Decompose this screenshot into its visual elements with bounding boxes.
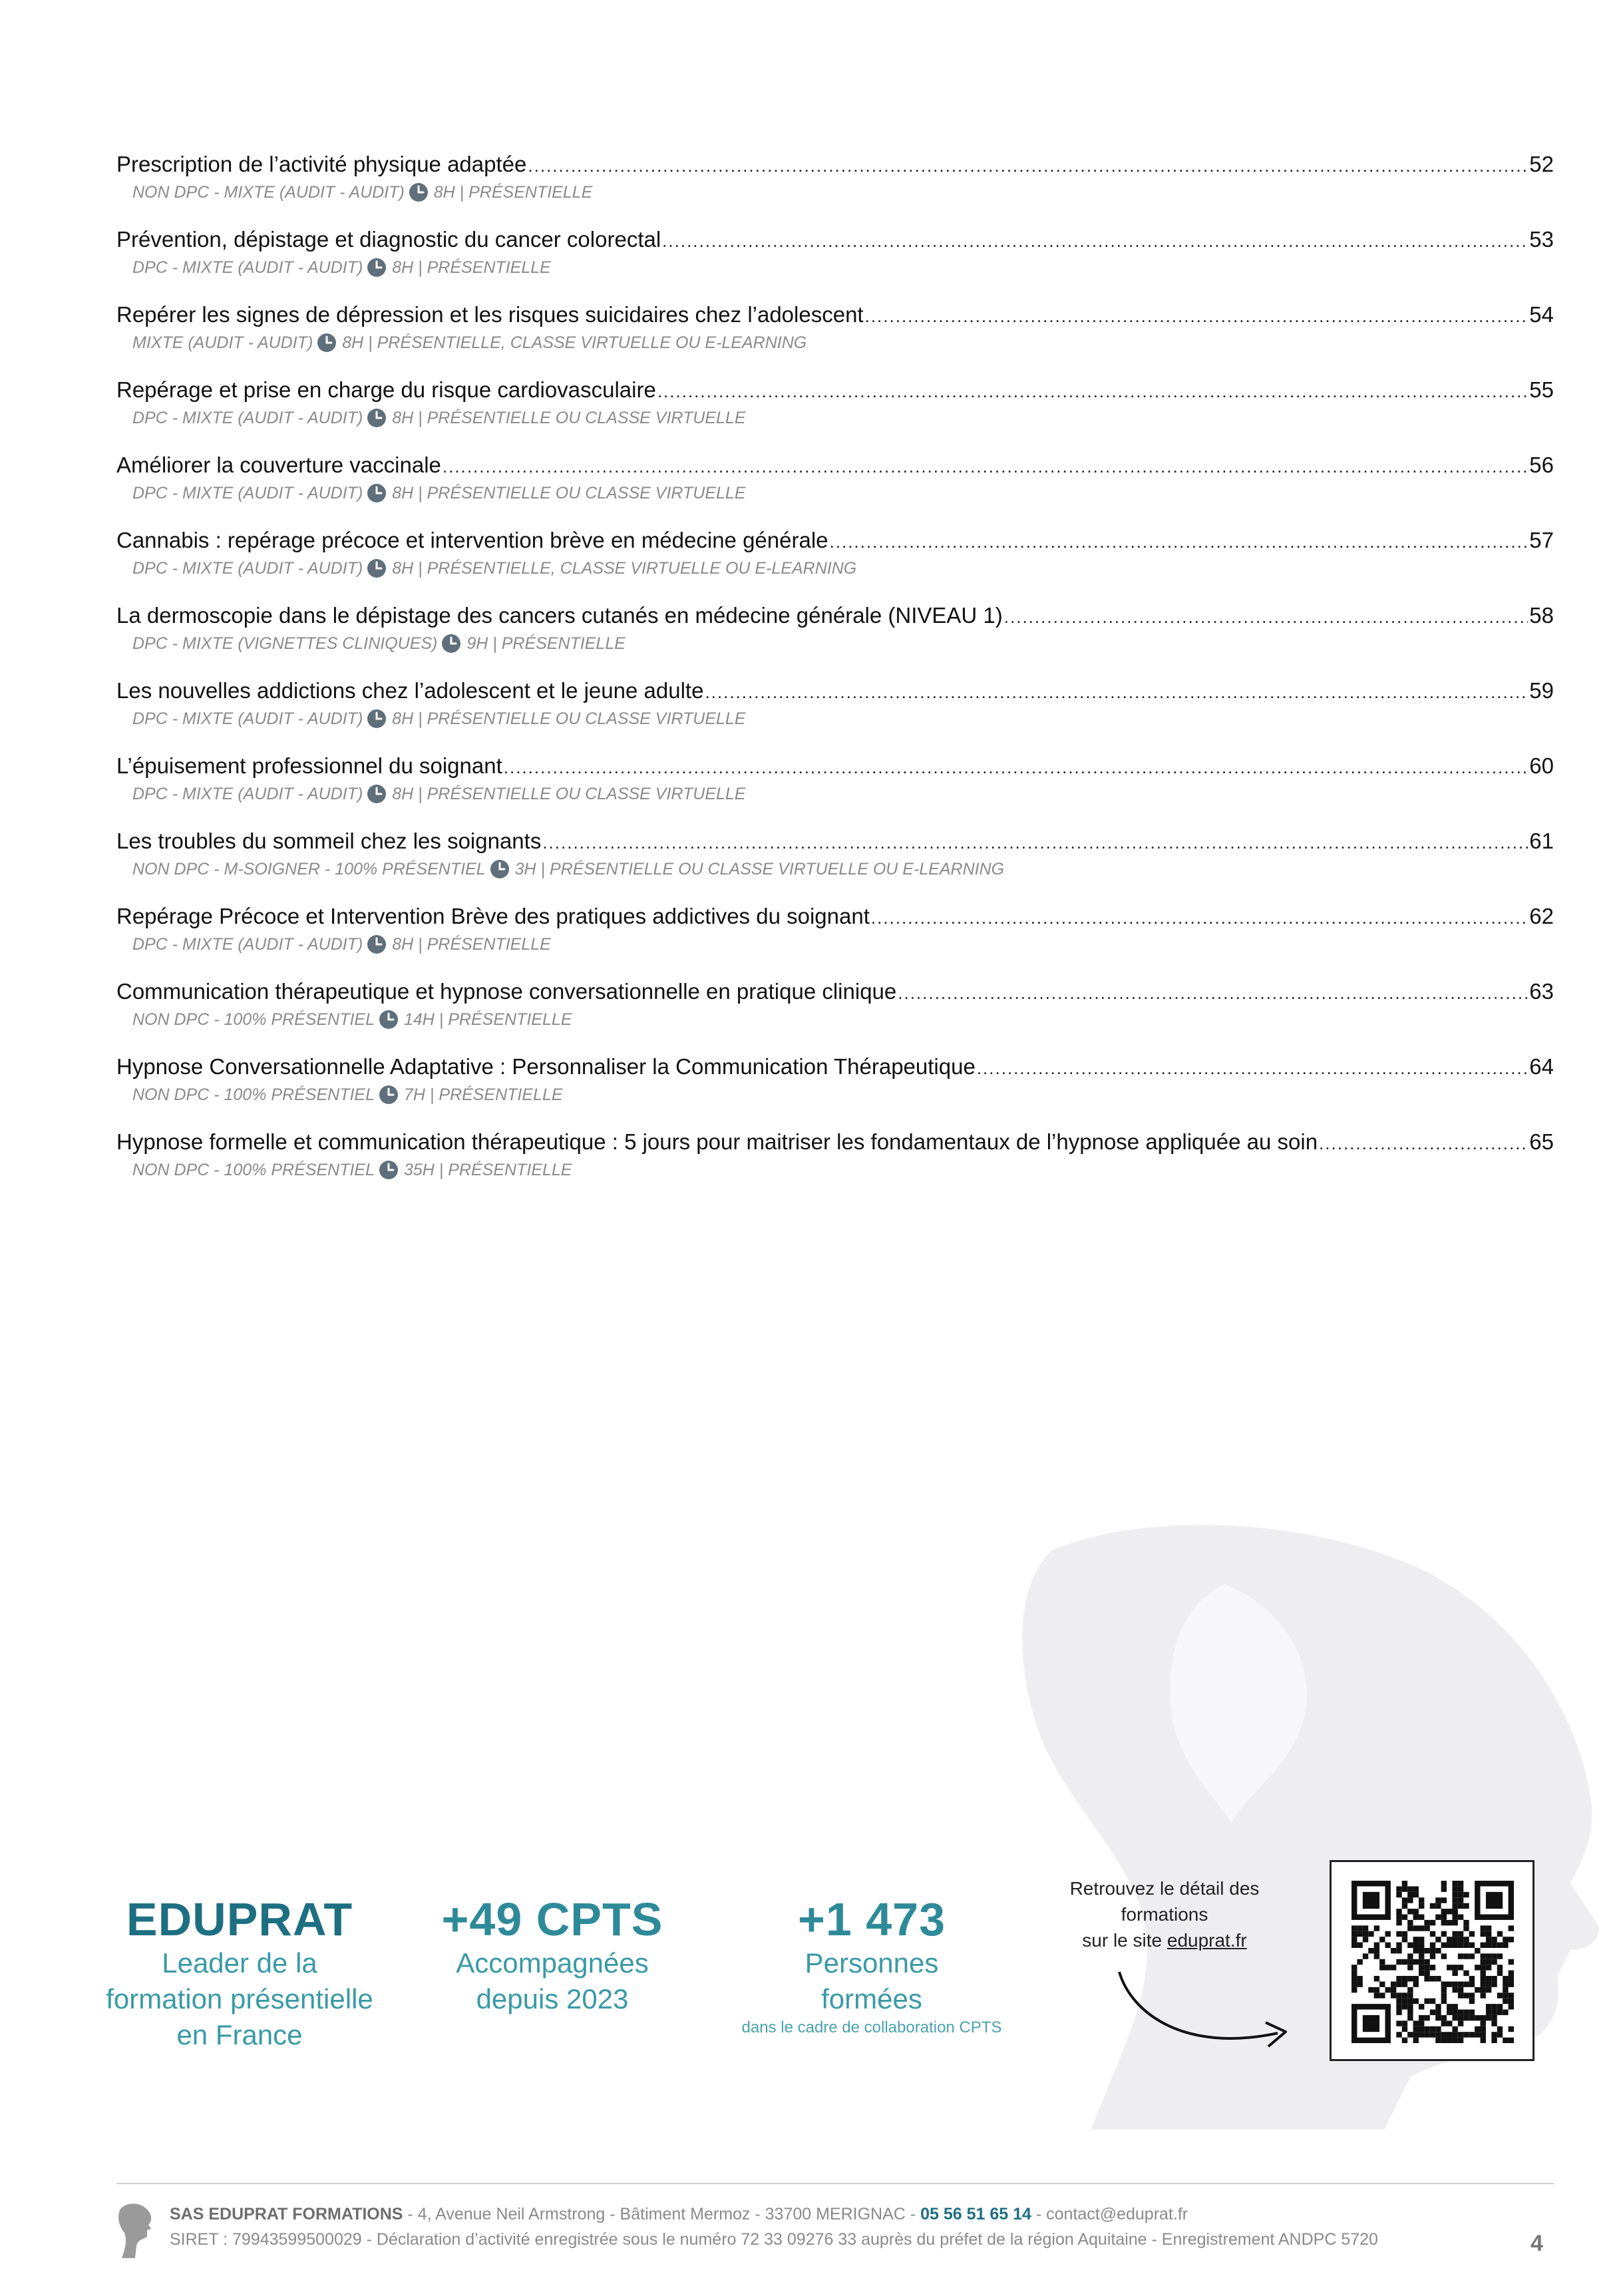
- toc-title[interactable]: Cannabis : repérage précoce et intervention brève en médecine générale: [116, 528, 828, 552]
- clock-icon: [441, 634, 461, 654]
- toc-page-number: 56: [1529, 453, 1554, 477]
- clock-icon: [367, 709, 387, 729]
- toc-title[interactable]: Hypnose formelle et communication thérapeutique : 5 jours pour maitriser les fondamentaux de l’hypnose appliquée au soin: [116, 1129, 1318, 1154]
- stat-cpts-value: +49 CPTS: [441, 1893, 663, 1945]
- toc-leader-dots: [657, 377, 1528, 406]
- toc-meta: [116, 556, 1554, 580]
- toc-title-line: [116, 827, 1554, 857]
- clock-icon: [367, 408, 387, 428]
- toc-entry[interactable]: [116, 601, 1554, 676]
- toc-title-line: [116, 601, 1554, 632]
- toc-meta-duration: 14H | PRÉSENTIELLE: [404, 1010, 572, 1029]
- table-of-contents: [116, 150, 1554, 1203]
- toc-meta-type: DPC - MIXTE (AUDIT - AUDIT): [132, 409, 363, 427]
- toc-title-line: [116, 751, 1554, 782]
- toc-entry[interactable]: [116, 676, 1554, 751]
- toc-meta-duration: 8H | PRÉSENTIELLE, CLASSE VIRTUELLE OU E-LEARNING: [342, 333, 807, 352]
- toc-entry[interactable]: [116, 1127, 1554, 1203]
- toc-page-number: 60: [1529, 753, 1554, 778]
- toc-title[interactable]: La dermoscopie dans le dépistage des cancers cutanés en médecine générale (NIVEAU 1): [116, 603, 1003, 628]
- toc-leader-dots: [443, 452, 1528, 481]
- toc-page-number: 53: [1529, 227, 1554, 252]
- toc-title-line: [116, 451, 1554, 481]
- clock-icon: [367, 558, 387, 578]
- footer-line1: [170, 2201, 1378, 2227]
- toc-meta-type: DPC - MIXTE (AUDIT - AUDIT): [132, 709, 363, 728]
- toc-leader-dots: [977, 1053, 1528, 1083]
- toc-leader-dots: [705, 677, 1528, 707]
- qr-caption-line2: formations: [1121, 1904, 1208, 1925]
- toc-meta-type: NON DPC - 100% PRÉSENTIEL: [132, 1085, 375, 1104]
- toc-meta-duration: 8H | PRÉSENTIELLE OU CLASSE VIRTUELLE: [392, 484, 746, 502]
- toc-page-number: 57: [1529, 528, 1554, 552]
- qr-caption-prefix: sur le site: [1082, 1930, 1167, 1951]
- clock-icon: [409, 182, 429, 202]
- qr-caption-line3: [1038, 1927, 1291, 1953]
- stat-people-line2: formées: [821, 1983, 922, 2014]
- toc-meta-type: DPC - MIXTE (AUDIT - AUDIT): [132, 935, 363, 954]
- toc-meta-duration: 8H | PRÉSENTIELLE, CLASSE VIRTUELLE OU E-LEARNING: [392, 559, 857, 578]
- toc-page-number: 64: [1529, 1054, 1554, 1079]
- toc-title[interactable]: Les nouvelles addictions chez l’adolescent et le jeune adulte: [116, 678, 704, 703]
- toc-meta-type: DPC - MIXTE (AUDIT - AUDIT): [132, 258, 363, 277]
- toc-leader-dots: [871, 903, 1528, 932]
- toc-meta: [116, 782, 1554, 806]
- toc-leader-dots: [898, 978, 1528, 1008]
- toc-title-line: [116, 375, 1554, 406]
- stat-people-value: +1 473: [797, 1893, 946, 1945]
- profile-logo-icon: [116, 2200, 154, 2259]
- clock-icon: [379, 1160, 399, 1180]
- toc-meta-duration: 8H | PRÉSENTIELLE OU CLASSE VIRTUELLE: [392, 709, 746, 728]
- toc-leader-dots: [542, 828, 1528, 857]
- toc-meta-duration: 7H | PRÉSENTIELLE: [404, 1085, 563, 1104]
- toc-meta: [116, 932, 1554, 956]
- toc-title-line: [116, 150, 1554, 180]
- clock-icon: [367, 258, 387, 278]
- toc-page-number: 61: [1529, 829, 1554, 853]
- stat-eduprat-line3: en France: [176, 2019, 303, 2050]
- toc-meta-type: DPC - MIXTE (VIGNETTES CLINIQUES): [132, 634, 438, 653]
- toc-meta: [116, 1083, 1554, 1107]
- page-number: 4: [1531, 2231, 1543, 2256]
- toc-entry[interactable]: [116, 300, 1554, 375]
- toc-title[interactable]: L’épuisement professionnel du soignant: [116, 753, 502, 778]
- clock-icon: [367, 784, 387, 804]
- toc-title[interactable]: Améliorer la couverture vaccinale: [116, 453, 441, 477]
- stat-people-line1: Personnes: [805, 1947, 939, 1979]
- toc-meta-duration: 8H | PRÉSENTIELLE OU CLASSE VIRTUELLE: [392, 785, 746, 803]
- stat-people: [705, 1893, 1038, 2038]
- toc-meta: [116, 481, 1554, 505]
- toc-meta-duration: 8H | PRÉSENTIELLE: [392, 935, 551, 954]
- toc-page-number: 58: [1529, 603, 1554, 628]
- stat-cpts-line1: Accompagnées: [456, 1947, 649, 1979]
- toc-page-number: 65: [1529, 1129, 1554, 1154]
- footer-line2: SIRET : 79943599500029 - Déclaration d’activité enregistrée sous le numéro 72 33 09276 33 auprès du préfet de la région Aquitaine - Enregistrement ANDPC 5720: [170, 2230, 1378, 2249]
- footer-address: - 4, Avenue Neil Armstrong - Bâtiment Mermoz - 33700 MERIGNAC -: [403, 2205, 921, 2223]
- stat-eduprat-line1: Leader de la: [162, 1947, 317, 1979]
- stat-eduprat-line2: formation présentielle: [106, 1983, 373, 2014]
- toc-entry[interactable]: [116, 526, 1554, 601]
- toc-title-line: [116, 902, 1554, 932]
- toc-title[interactable]: Les troubles du sommeil chez les soignants: [116, 829, 542, 853]
- toc-title-line: [116, 1127, 1554, 1158]
- toc-meta-duration: 8H | PRÉSENTIELLE OU CLASSE VIRTUELLE: [392, 409, 746, 427]
- stat-cpts-line2: depuis 2023: [476, 1983, 629, 2014]
- qr-caption: [1038, 1875, 1291, 1953]
- toc-meta-type: NON DPC - MIXTE (AUDIT - AUDIT): [132, 183, 405, 202]
- clock-icon: [367, 934, 387, 954]
- toc-meta-duration: 8H | PRÉSENTIELLE: [392, 258, 551, 277]
- toc-title-line: [116, 676, 1554, 707]
- toc-entry[interactable]: [116, 1052, 1554, 1127]
- toc-leader-dots: [830, 527, 1529, 556]
- toc-meta: [116, 256, 1554, 280]
- toc-entry[interactable]: [116, 225, 1554, 300]
- website-link[interactable]: eduprat.fr: [1167, 1930, 1247, 1951]
- toc-leader-dots: [1004, 602, 1529, 632]
- toc-meta-type: NON DPC - 100% PRÉSENTIEL: [132, 1010, 375, 1029]
- toc-meta: [116, 707, 1554, 731]
- toc-title[interactable]: Repérage Précoce et Intervention Brève des pratiques addictives du soignant: [116, 904, 870, 928]
- qr-code-icon: [1352, 1881, 1514, 2043]
- toc-title[interactable]: Prescription de l’activité physique adaptée: [116, 152, 527, 176]
- toc-meta-type: DPC - MIXTE (AUDIT - AUDIT): [132, 484, 363, 502]
- toc-meta: [116, 1158, 1554, 1182]
- clock-icon: [367, 483, 387, 503]
- toc-meta: [116, 1008, 1554, 1032]
- toc-title[interactable]: Hypnose Conversationnelle Adaptative : Personnaliser la Communication Thérapeutique: [116, 1054, 976, 1079]
- toc-meta-duration: 3H | PRÉSENTIELLE OU CLASSE VIRTUELLE OU E-LEARNING: [514, 860, 1005, 878]
- toc-title[interactable]: Prévention, dépistage et diagnostic du cancer colorectal: [116, 227, 661, 252]
- toc-meta: [116, 331, 1554, 355]
- curved-arrow-icon: [1111, 1967, 1298, 2060]
- stat-eduprat: [80, 1893, 399, 2053]
- toc-title-line: [116, 225, 1554, 256]
- toc-meta-type: NON DPC - M-SOIGNER - 100% PRÉSENTIEL: [132, 860, 486, 878]
- footer-text: [170, 2201, 1378, 2252]
- footer-phone[interactable]: 05 56 51 65 14: [920, 2205, 1031, 2223]
- clock-icon: [317, 333, 337, 353]
- toc-leader-dots: [865, 301, 1529, 331]
- toc-meta-type: MIXTE (AUDIT - AUDIT): [132, 333, 313, 352]
- stat-cpts: [406, 1893, 699, 2017]
- toc-meta: [116, 180, 1554, 204]
- toc-meta: [116, 632, 1554, 656]
- toc-page-number: 54: [1529, 302, 1554, 327]
- footer-divider: [116, 2183, 1554, 2184]
- toc-meta: [116, 857, 1554, 881]
- toc-entry[interactable]: [116, 751, 1554, 827]
- toc-page-number: 52: [1529, 152, 1554, 176]
- toc-entry[interactable]: [116, 451, 1554, 526]
- toc-title-line: [116, 526, 1554, 556]
- toc-meta: [116, 406, 1554, 430]
- toc-meta-type: NON DPC - 100% PRÉSENTIEL: [132, 1161, 375, 1179]
- toc-entry[interactable]: [116, 902, 1554, 977]
- clock-icon: [379, 1010, 399, 1030]
- toc-title-line: [116, 1052, 1554, 1083]
- toc-title[interactable]: Communication thérapeutique et hypnose conversationnelle en pratique clinique: [116, 979, 897, 1004]
- clock-icon: [379, 1085, 399, 1105]
- toc-meta-duration: 8H | PRÉSENTIELLE: [433, 183, 593, 202]
- footer-email[interactable]: - contact@eduprat.fr: [1031, 2205, 1188, 2223]
- toc-meta-duration: 35H | PRÉSENTIELLE: [404, 1161, 572, 1179]
- toc-page-number: 59: [1529, 678, 1554, 703]
- toc-entry[interactable]: [116, 827, 1554, 902]
- toc-meta-duration: 9H | PRÉSENTIELLE: [466, 634, 626, 653]
- toc-page-number: 55: [1529, 377, 1554, 402]
- toc-meta-type: DPC - MIXTE (AUDIT - AUDIT): [132, 559, 363, 578]
- footer-company: SAS EDUPRAT FORMATIONS: [170, 2205, 403, 2223]
- qr-caption-line1: Retrouvez le détail des: [1069, 1878, 1260, 1899]
- clock-icon: [490, 859, 510, 879]
- toc-leader-dots: [1319, 1129, 1528, 1158]
- toc-leader-dots: [528, 151, 1528, 180]
- toc-leader-dots: [504, 753, 1529, 782]
- qr-code[interactable]: [1330, 1860, 1534, 2061]
- toc-entry[interactable]: [116, 977, 1554, 1052]
- toc-title-line: [116, 977, 1554, 1008]
- toc-entry[interactable]: [116, 375, 1554, 451]
- toc-title[interactable]: Repérage et prise en charge du risque cardiovasculaire: [116, 377, 656, 402]
- toc-entry[interactable]: [116, 150, 1554, 225]
- toc-leader-dots: [662, 226, 1528, 256]
- toc-page-number: 63: [1529, 979, 1554, 1004]
- toc-meta-type: DPC - MIXTE (AUDIT - AUDIT): [132, 785, 363, 803]
- stat-people-note: dans le cadre de collaboration CPTS: [741, 2018, 1002, 2036]
- stat-eduprat-title: EDUPRAT: [126, 1893, 353, 1945]
- toc-title-line: [116, 300, 1554, 331]
- toc-page-number: 62: [1529, 904, 1554, 928]
- toc-title[interactable]: Repérer les signes de dépression et les risques suicidaires chez l’adolescent: [116, 302, 864, 327]
